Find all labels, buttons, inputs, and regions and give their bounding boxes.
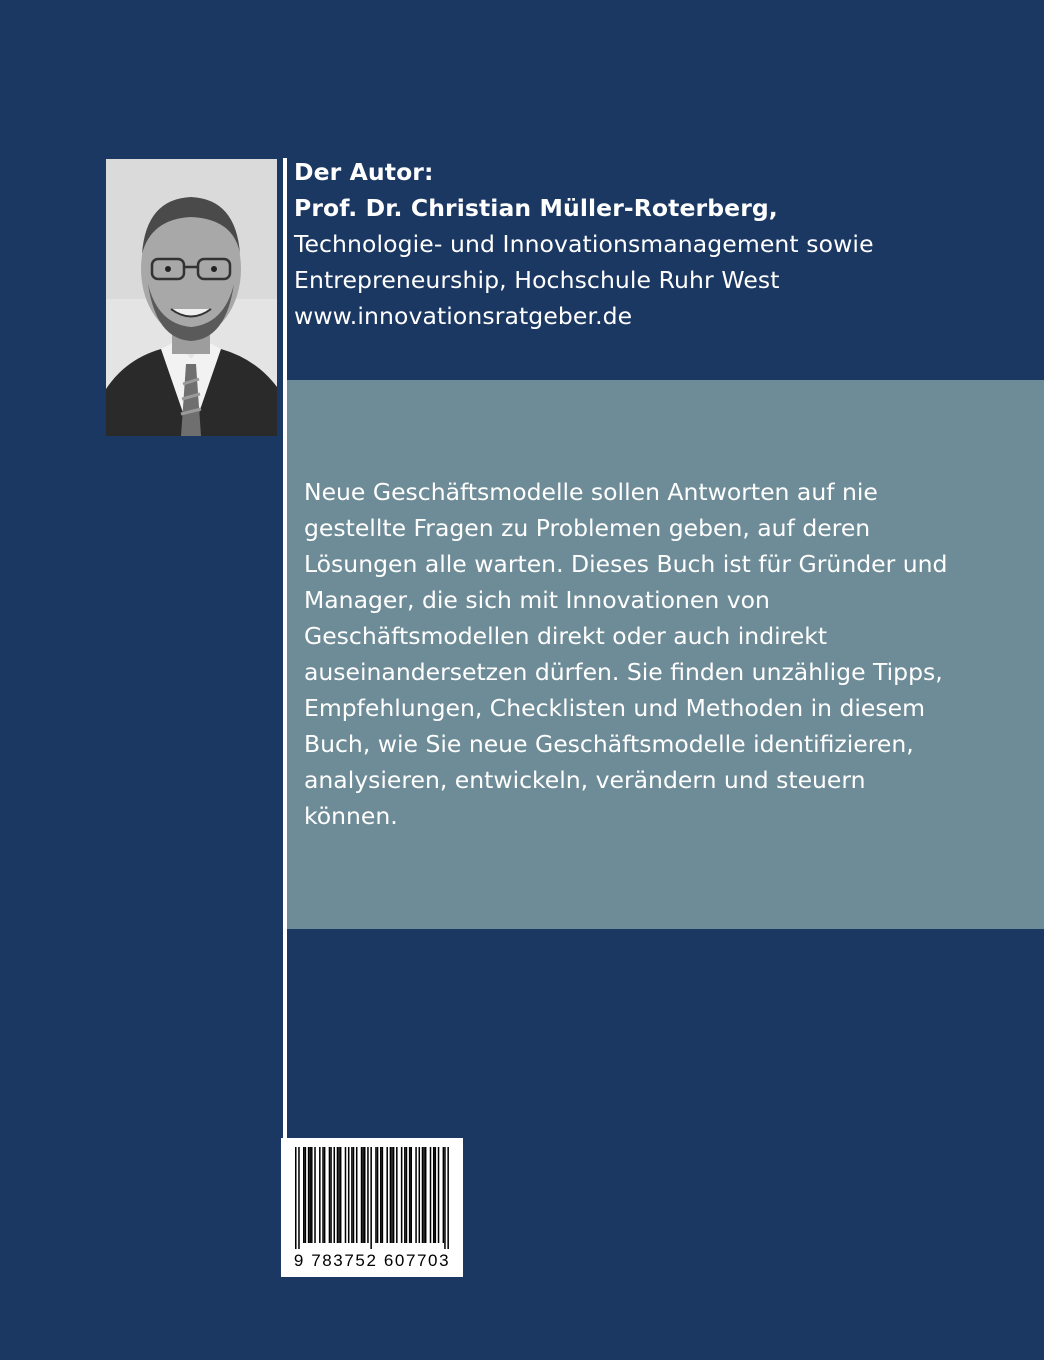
barcode-bar — [430, 1147, 432, 1243]
description-line: Lösungen alle warten. Dieses Buch ist für Gründer und — [304, 550, 948, 578]
barcode-bar — [370, 1147, 372, 1249]
barcode-bar — [390, 1147, 392, 1243]
description-line: analysieren, entwickeln, verändern und steuern — [304, 766, 866, 794]
barcode-bar — [419, 1147, 421, 1243]
barcode-bar — [361, 1147, 363, 1243]
barcode-bar — [351, 1147, 353, 1243]
author-affiliation-line-2: Entrepreneurship, Hochschule Ruhr West — [294, 266, 780, 294]
barcode-bar — [338, 1147, 340, 1243]
barcode-bar — [353, 1147, 355, 1243]
barcode-bar — [423, 1147, 425, 1243]
barcode-bar — [444, 1147, 446, 1249]
isbn-barcode — [281, 1138, 463, 1277]
author-name: Prof. Dr. Christian Müller-Roterberg, — [294, 194, 778, 222]
barcode-bar — [330, 1147, 332, 1243]
barcode-bar — [375, 1147, 377, 1243]
barcode-bar — [411, 1147, 413, 1243]
barcode-bar — [406, 1147, 408, 1243]
isbn-number: 9 783752 607703 — [293, 1251, 451, 1270]
barcode-bar — [345, 1147, 347, 1243]
barcode-bar — [298, 1147, 300, 1249]
description-panel — [287, 380, 1044, 929]
barcode-bar — [367, 1147, 369, 1243]
barcode-bar — [404, 1147, 406, 1243]
barcode-bar — [438, 1147, 440, 1243]
description-line: Empfehlungen, Checklisten und Methoden in diesem — [304, 694, 925, 722]
barcode-bar — [340, 1147, 342, 1243]
barcode-bar — [435, 1147, 437, 1243]
barcode-bar — [386, 1147, 388, 1243]
barcode-bar — [295, 1147, 297, 1249]
barcode-bar — [396, 1147, 398, 1243]
barcode-bar — [443, 1147, 445, 1243]
barcode-bar — [303, 1147, 305, 1243]
barcode-bar — [305, 1147, 307, 1243]
barcode-bar — [322, 1147, 324, 1243]
barcode-bar — [311, 1147, 313, 1243]
barcode-bar — [314, 1147, 316, 1243]
barcode-bar — [362, 1147, 364, 1243]
barcode-bar — [382, 1147, 384, 1243]
barcode-bar — [324, 1147, 326, 1243]
barcode-bar — [380, 1147, 382, 1243]
description-line: auseinandersetzen dürfen. Sie finden unzählige Tipps, — [304, 658, 943, 686]
barcode-bar — [334, 1147, 336, 1243]
barcode-bar — [422, 1147, 424, 1243]
barcode-bar — [348, 1147, 350, 1243]
barcode-bar — [409, 1147, 411, 1243]
author-affiliation-line-1: Technologie- und Innovationsmanagement sowie — [294, 230, 874, 258]
barcode-bar — [356, 1147, 358, 1243]
barcode-bar — [393, 1147, 395, 1243]
author-photo — [106, 159, 277, 436]
barcode-bar — [319, 1147, 321, 1243]
description-line: Neue Geschäftsmodelle sollen Antworten auf nie — [304, 478, 878, 506]
barcode-bar — [433, 1147, 435, 1243]
author-heading: Der Autor: — [294, 158, 434, 186]
barcode-bar — [425, 1147, 427, 1243]
barcode-bar — [401, 1147, 403, 1243]
author-block — [294, 154, 1014, 334]
barcode-bar — [337, 1147, 339, 1243]
description-line: gestellte Fragen zu Problemen geben, auf deren — [304, 514, 871, 542]
description-line: Buch, wie Sie neue Geschäftsmodelle identifizieren, — [304, 730, 914, 758]
barcode-bar — [308, 1147, 310, 1243]
barcode-bar — [415, 1147, 417, 1243]
barcode-bar — [364, 1147, 366, 1243]
barcode-bars — [295, 1147, 449, 1249]
description-line: können. — [304, 802, 398, 830]
author-website: www.innovationsratgeber.de — [294, 302, 633, 330]
barcode-bar — [377, 1147, 379, 1243]
barcode-bar — [391, 1147, 393, 1243]
description-line: Geschäftsmodellen direkt oder auch indirekt — [304, 622, 828, 650]
barcode-bar — [447, 1147, 449, 1249]
description-text — [304, 474, 984, 834]
barcode-bar — [309, 1147, 311, 1243]
barcode-bar — [329, 1147, 331, 1243]
description-line: Manager, die sich mit Innovationen von — [304, 586, 770, 614]
